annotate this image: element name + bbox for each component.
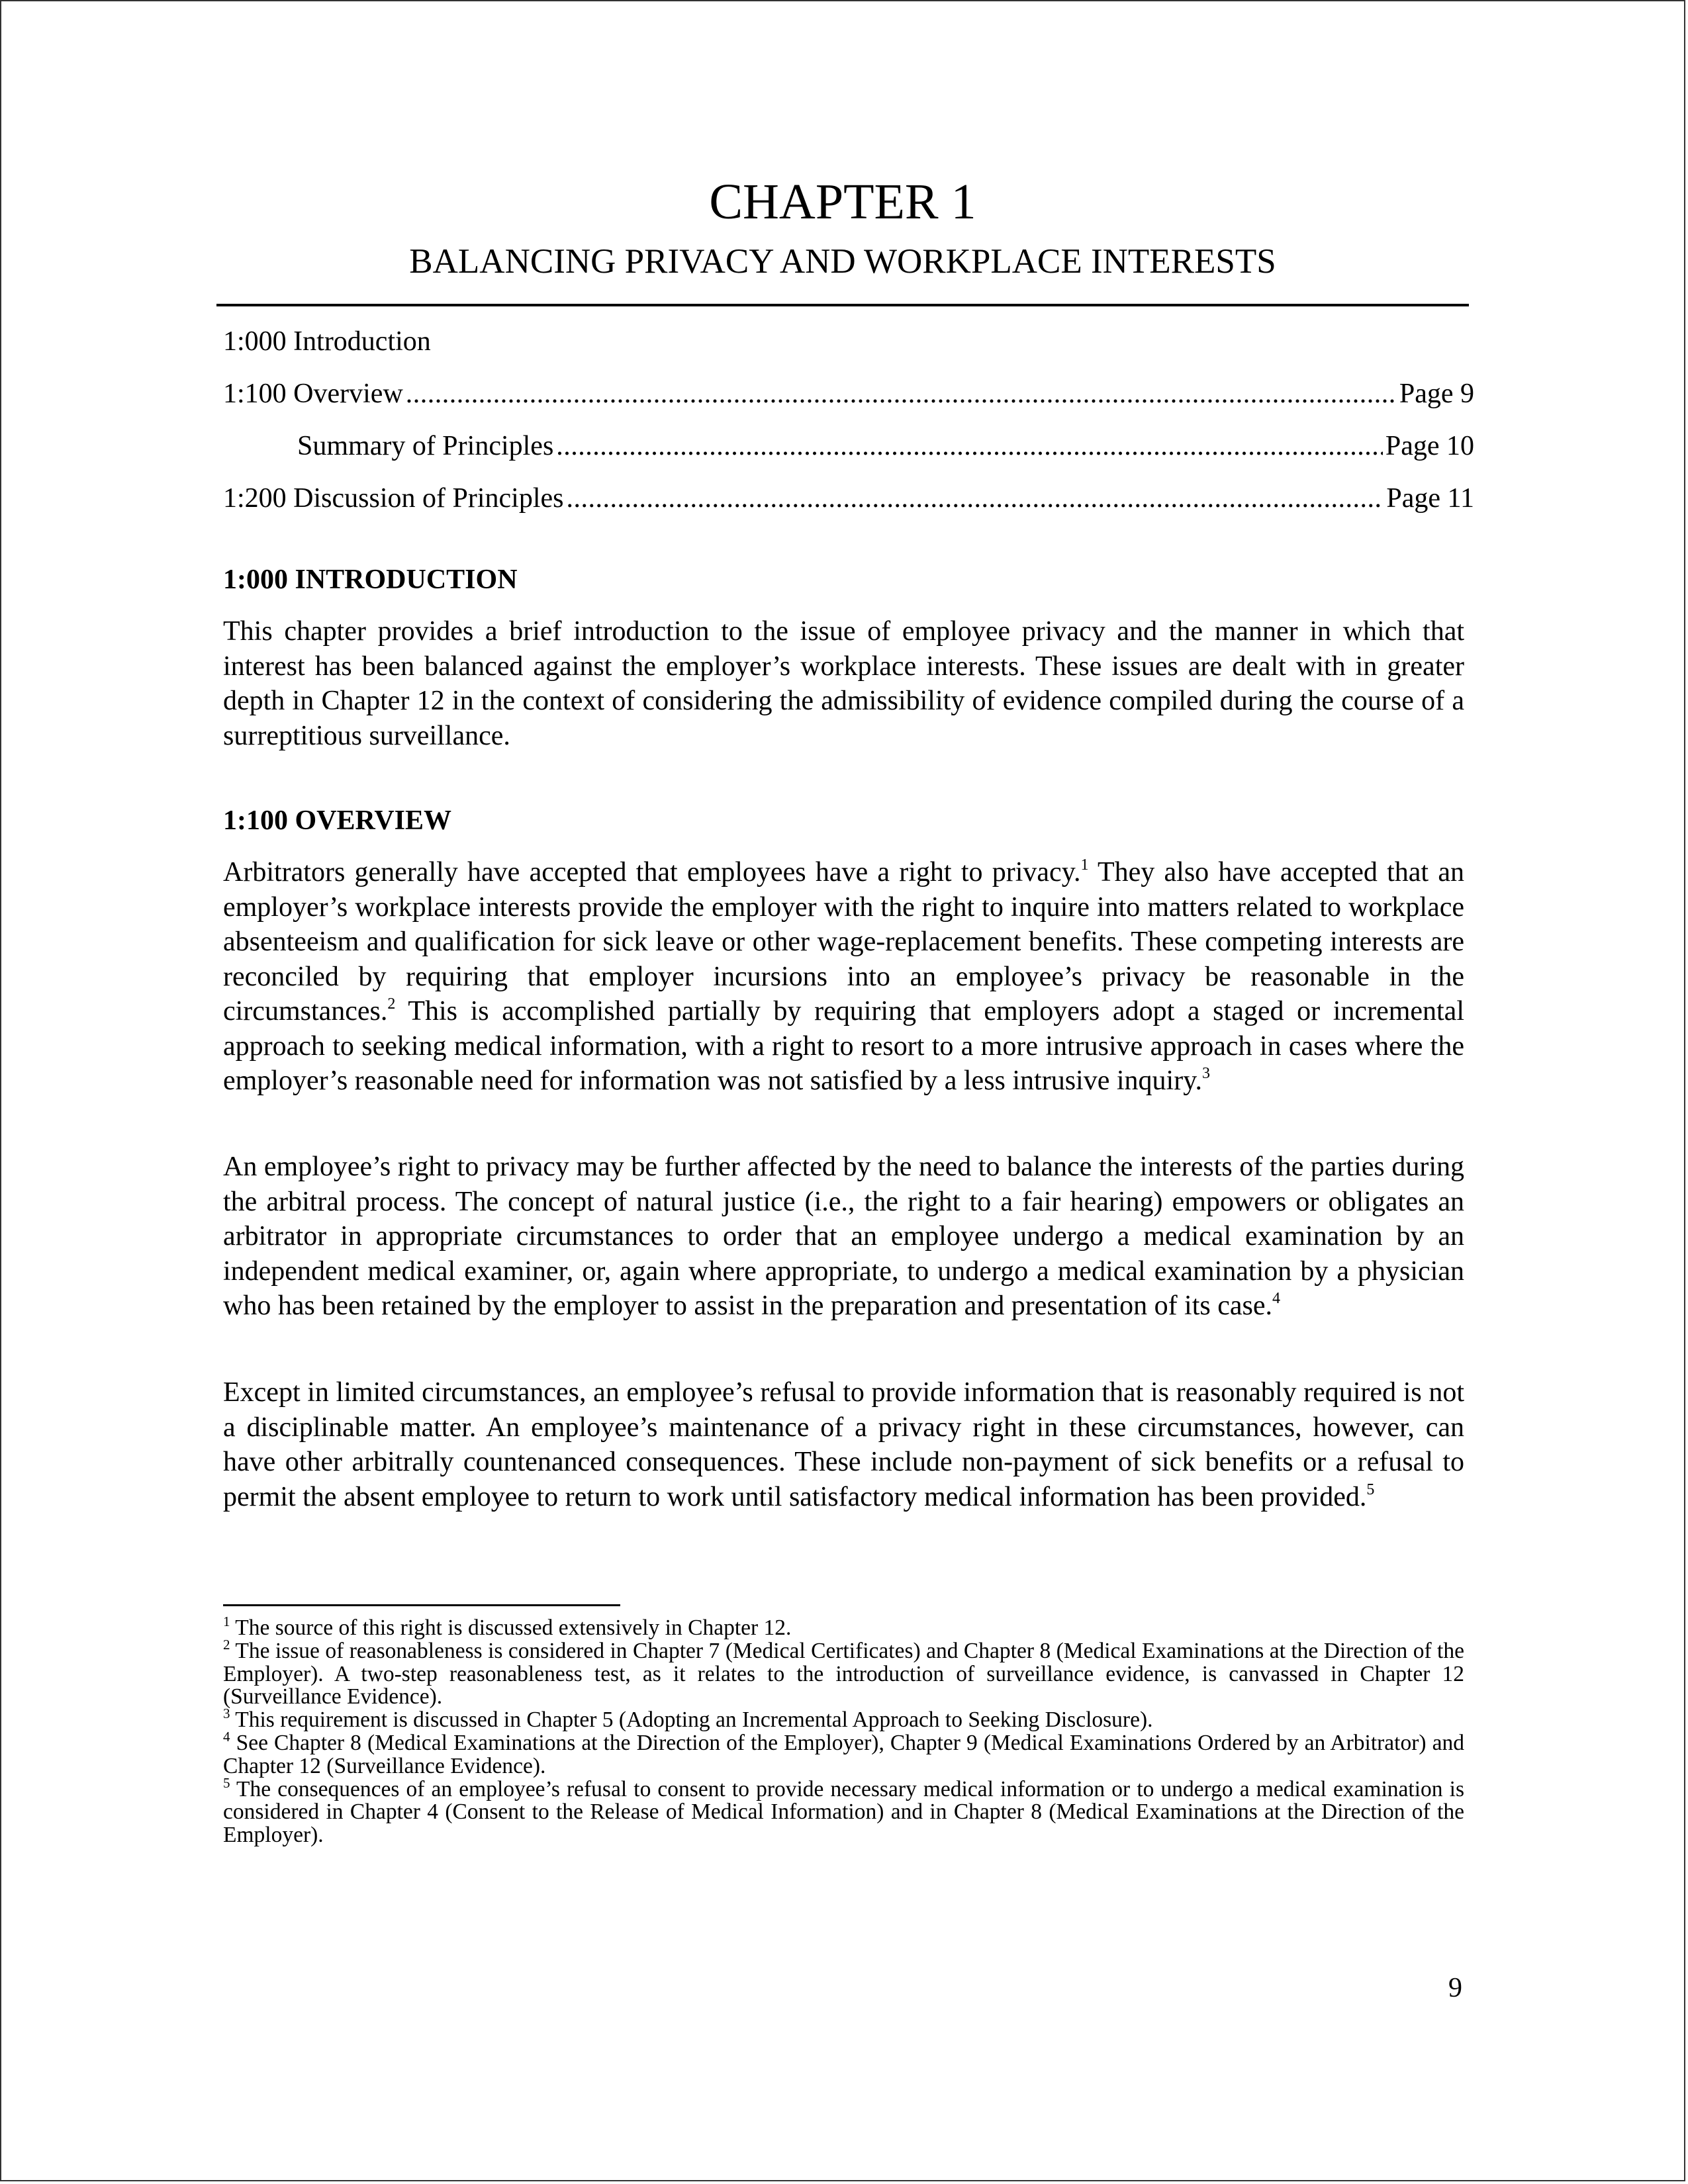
- page-number: 9: [1448, 1973, 1462, 2003]
- section-heading-introduction: 1:000 INTRODUCTION: [223, 565, 518, 595]
- footnote-text: The consequences of an employee’s refusal to consent to provide necessary medical information or to undergo a medical examination is considered in Chapter 4 (Consent to the Release of Medical Information) and in Chapter 8 (Medical Examinations at the Direction of the Employer).: [223, 1776, 1464, 1848]
- footnote-divider: [223, 1604, 620, 1606]
- chapter-title: BALANCING PRIVACY AND WORKPLACE INTERESTS: [409, 242, 1276, 281]
- title-divider: [216, 304, 1469, 306]
- footnote-text: The source of this right is discussed extensively in Chapter 12.: [235, 1615, 792, 1640]
- table-of-contents: [223, 323, 1474, 532]
- toc-entry-label: 1:000 Introduction: [223, 326, 431, 357]
- paragraph-text: They also have accepted that an employer’s workplace interests provide the employer with the right to inquire into matters related to workplace absenteeism and qualification for sick leave or other wage-replacement benefits. These competing interests are reconciled by requiring that employer incursions into an employee’s privacy be reasonable in the circumstances.: [223, 857, 1464, 1026]
- footnote-1: [223, 1614, 1464, 1640]
- footnote-ref-3: 3: [1201, 1065, 1210, 1082]
- footnote-3: [223, 1706, 1464, 1733]
- footnote-ref-4: 4: [1272, 1290, 1281, 1307]
- toc-entry-page: Page 9: [1399, 379, 1474, 409]
- toc-entry-page: Page 11: [1386, 483, 1474, 514]
- footnote-mark: 2: [223, 1636, 230, 1653]
- paragraph-text: Arbitrators generally have accepted that employees have a right to privacy.: [223, 857, 1081, 887]
- toc-entry-page: Page 10: [1385, 431, 1474, 461]
- toc-leader-dots: [566, 480, 1383, 517]
- section-heading-overview: 1:100 OVERVIEW: [223, 805, 452, 836]
- footnote-text: This requirement is discussed in Chapter 5 (Adopting an Incremental Approach to Seeking Disclosure).: [235, 1707, 1153, 1733]
- toc-entry-overview: [223, 375, 1474, 428]
- toc-entry-introduction: [223, 323, 1474, 375]
- footnotes: [223, 1614, 1464, 1848]
- introduction-paragraph: This chapter provides a brief introduction to the issue of employee privacy and the manner in which that interest has been balanced against the employer’s workplace interests. These issues are dealt with in greater depth in Chapter 12 in the context of considering the admissibility of evidence compiled during the course of a surreptitious surveillance.: [223, 616, 1464, 751]
- footnote-ref-1: 1: [1080, 856, 1089, 874]
- toc-entry-label: Summary of Principles: [297, 431, 554, 461]
- toc-entry-discussion: [223, 480, 1474, 532]
- footnote-mark: 4: [223, 1728, 230, 1745]
- paragraph-text: An employee’s right to privacy may be further affected by the need to balance the interests of the parties during the arbitral process. The concept of natural justice (i.e., the right to a fair hearing) empowers or obligates an arbitrator in appropriate circumstances to order that an employee undergo a medical examination by an independent medical examiner, or, again where appropriate, to undergo a medical examination by a physician who has been retained by the employer to assist in the preparation and presentation of its case.: [223, 1152, 1464, 1321]
- toc-entry-label: 1:200 Discussion of Principles: [223, 483, 564, 514]
- paragraph-text: Except in limited circumstances, an employee’s refusal to provide information that is reasonably required is not a disciplinable matter. An employee’s maintenance of a privacy right in these circumstances, however, can have other arbitrally countenanced consequences. These include non-payment of sick benefits or a refusal to permit the absent employee to return to work until satisfactory medical information has been provided.: [223, 1377, 1464, 1512]
- paragraph-text: This is accomplished partially by requiring that employers adopt a staged or incremental approach to seeking medical information, with a right to resort to a more intrusive approach in cases where the employer’s reasonable need for information was not satisfied by a less intrusive inquiry.: [223, 996, 1464, 1096]
- toc-entry-summary: [223, 428, 1474, 480]
- toc-leader-dots: [556, 428, 1383, 465]
- overview-paragraph-2: [223, 1150, 1464, 1324]
- toc-leader-dots: [406, 375, 1397, 412]
- chapter-number: CHAPTER 1: [709, 174, 976, 230]
- footnote-ref-5: 5: [1366, 1480, 1375, 1498]
- overview-paragraph-3: [223, 1375, 1464, 1514]
- footnote-5: [223, 1774, 1464, 1848]
- footnote-4: [223, 1728, 1464, 1778]
- footnote-mark: 5: [223, 1774, 230, 1791]
- footnote-mark: 1: [223, 1614, 230, 1629]
- footnote-text: The issue of reasonableness is considered in Chapter 7 (Medical Certificates) and Chapter 8 (Medical Examinations at the Direction of the Employer). A two-step reasonableness test, as it relates to the introduction of surveillance evidence, is canvassed in Chapter 12 (Surveillance Evidence).: [223, 1638, 1464, 1709]
- footnote-2: [223, 1636, 1464, 1709]
- overview-paragraph-1: [223, 855, 1464, 1099]
- footnote-text: See Chapter 8 (Medical Examinations at the Direction of the Employer), Chapter 9 (Medical Examinations Ordered by an Arbitrator) and Chapter 12 (Surveillance Evidence).: [223, 1730, 1464, 1778]
- footnote-ref-2: 2: [387, 995, 396, 1013]
- toc-entry-label: 1:100 Overview: [223, 379, 403, 409]
- footnote-mark: 3: [223, 1706, 230, 1722]
